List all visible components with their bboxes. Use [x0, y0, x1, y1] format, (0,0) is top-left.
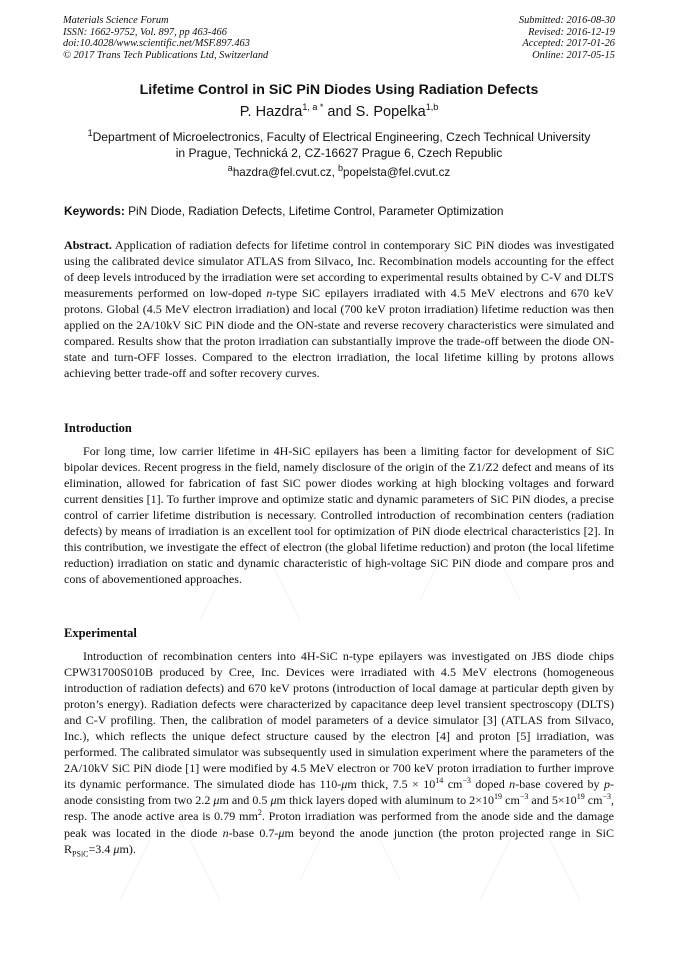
exponent: −3	[462, 776, 471, 786]
mu-symbol: μ	[278, 825, 285, 840]
author-2-affil-mark: 1,b	[425, 102, 439, 113]
date-online: Online: 2017-05-15	[532, 49, 615, 61]
keywords-label: Keywords:	[64, 204, 125, 218]
author-line	[0, 104, 678, 120]
author-1-affil-mark: 1, a *	[302, 102, 324, 113]
journal-name: Materials Science Forum	[63, 15, 169, 26]
affiliation	[40, 129, 638, 162]
abstract-n-italic: n	[266, 286, 273, 301]
abstract-label: Abstract.	[64, 238, 112, 252]
exp-text-11: cm	[584, 793, 603, 808]
journal-info	[63, 15, 268, 61]
affiliation-line-1: Department of Microelectronics, Faculty of Electrical Engineering, Czech Technical University	[92, 130, 591, 144]
journal-doi: doi:10.4028/www.scientific.net/MSF.897.463	[63, 38, 250, 49]
submission-dates	[519, 15, 615, 61]
exp-text-14: -base 0.7-	[228, 825, 279, 840]
exponent: −3	[602, 792, 611, 802]
n-italic: n	[222, 825, 229, 840]
exp-text-1: Introduction of recombination centers into 4H-SiC n-type epilayers was investigated on JBS diode chips CPW31700S010B produced by Cree, Inc. Devices were irradiated with 4.5 MeV electrons (homogeneous introduction of radiation defects) and 670 keV protons (introduction of local damage at particular depth given by proton’s energy). Radiation defects were characterized by capacitance deep level transient spectroscopy (DLTS) and C-V profiling. Then, the calibration of model parameters of a device simulator [3] (ATLAS from Silvaco, Inc.), which reflects the unique defect structure caused by the electron [4] and proton [5] irradiation, was performed. The calibrated simulator was subsequently used in simulation experiment where the parameters of the 2A/10kV SiC PiN diode [1] were modified by 4.5 MeV electron or 700 keV proton irradiation to further improve its dynamic performance. The simulated diode has 110-	[64, 649, 614, 792]
exponent: −3	[519, 792, 529, 802]
author-emails	[0, 163, 678, 179]
email-b: popelsta@fel.cvut.cz	[343, 166, 451, 179]
affiliation-mark: 1	[87, 127, 93, 138]
abstract	[64, 237, 614, 381]
mu-symbol: μ	[341, 777, 348, 792]
affiliation-line-2: in Prague, Technická 2, CZ-16627 Prague 6, Czech Republic	[175, 146, 503, 161]
exponent: 19	[494, 792, 503, 802]
abstract-text-2: -type SiC epilayers irradiated with 4.5 MeV electrons and 670 keV protons. Global (4.5 MeV electron irradiation) and local (700 keV proton irradiation) lifetime reduction was then applied on the 2A/10kV SiC PiN diode and the ON-state and reverse recovery characteristics were simulated and compared. Results show that the proton irradiation can substantially improve the trade-off between the diode ON-state and turn-OFF losses. Compared to the electron irradiation, the local lifetime killing by protons allows achieving better trade-off and softer recovery curves.	[64, 286, 614, 381]
subscript: PSiC	[72, 848, 89, 858]
introduction-text: For long time, low carrier lifetime in 4H-SiC epilayers has been a limiting factor for development of SiC bipolar devices. Recent progress in the field, namely disclosure of the origin of the Z1/Z2 defect and means of its elimination, allowed for fabrication of fast SiC power diodes working at high blocking voltages and forward current densities [1]. To further improve and optimize static and dynamic parameters of SiC PiN diodes, a precise control of carrier lifetime distribution is necessary. Controlled introduction of recombination centers (radiation defects) by means of irradiation is an excellent tool for optimization of PiN diode electrical characteristics [2]. In this contribution, we investigate the effect of electron (the global lifetime reduction) and proton (the local lifetime reduction) irradiation on static and dynamic characteristic of high-voltage SiC PiN diode and compare pros and cons of abovementioned approaches.	[64, 444, 614, 587]
exp-text-10: and 5×10	[528, 793, 577, 808]
exp-text-2: m thick, 7.5 × 10	[347, 777, 436, 792]
email-a-mark: a	[227, 163, 233, 174]
exp-text-16: =3.4	[88, 841, 114, 856]
introduction-heading: Introduction	[64, 421, 132, 435]
exp-text-8: m thick layers doped with aluminum to 2×10	[276, 793, 495, 808]
exp-text-3: cm	[443, 777, 463, 792]
exp-text-17: m).	[119, 841, 136, 856]
keywords-list: PiN Diode, Radiation Defects, Lifetime Control, Parameter Optimization	[124, 204, 504, 218]
mu-symbol: μ	[113, 841, 120, 856]
author-conjunction: and	[323, 104, 356, 120]
date-submitted: Submitted: 2016-08-30	[518, 15, 615, 26]
email-b-mark: b	[338, 163, 344, 174]
experimental-text	[64, 648, 614, 857]
author-1: P. Hazdra	[239, 104, 303, 120]
exp-text-12: , resp. The anode active area is 0.79 mm	[64, 793, 615, 824]
mu-symbol: μ	[213, 793, 220, 808]
keywords	[64, 204, 624, 218]
n-italic: n	[509, 777, 516, 792]
exp-text-13: . Proton irradiation was performed from the anode side and the damage peak was located in the diode	[64, 809, 614, 840]
journal-copyright: © 2017 Trans Tech Publications Ltd, Switzerland	[63, 49, 269, 61]
exp-text-15: m beyond the anode junction (the proton projected range in SiC R	[64, 825, 615, 856]
exp-text-7: m and 0.5	[219, 793, 271, 808]
exponent: 19	[576, 792, 585, 802]
exp-text-9: cm	[502, 793, 520, 808]
journal-issn: ISSN: 1662-9752, Vol. 897, pp 463-466	[63, 26, 227, 38]
exp-text-6: -anode consisting from two 2.2	[64, 777, 614, 808]
exp-text-5: -base covered by	[515, 777, 604, 792]
exp-text-4: doped	[470, 777, 510, 792]
exponent: 2	[257, 808, 262, 818]
email-a: hazdra@fel.cvut.cz,	[232, 166, 339, 179]
experimental-heading: Experimental	[64, 626, 137, 640]
abstract-text-1: Application of radiation defects for lifetime control in contemporary SiC PiN diodes was investigated using the calibrated device simulator ATLAS from Silvaco, Inc. Recombination models accounting for the effect of deep levels introduced by the irradiation were set according to experimental results obtained by C-V and DLTS measurements performed on low-doped	[64, 238, 614, 301]
author-2: S. Popelka	[355, 104, 426, 120]
paper-title: Lifetime Control in SiC PiN Diodes Using Radiation Defects	[139, 82, 539, 98]
exponent: 14	[435, 776, 444, 786]
date-accepted: Accepted: 2017-01-26	[522, 38, 615, 49]
mu-symbol: μ	[270, 793, 277, 808]
date-revised: Revised: 2016-12-19	[528, 26, 615, 38]
p-italic: p	[603, 777, 610, 792]
